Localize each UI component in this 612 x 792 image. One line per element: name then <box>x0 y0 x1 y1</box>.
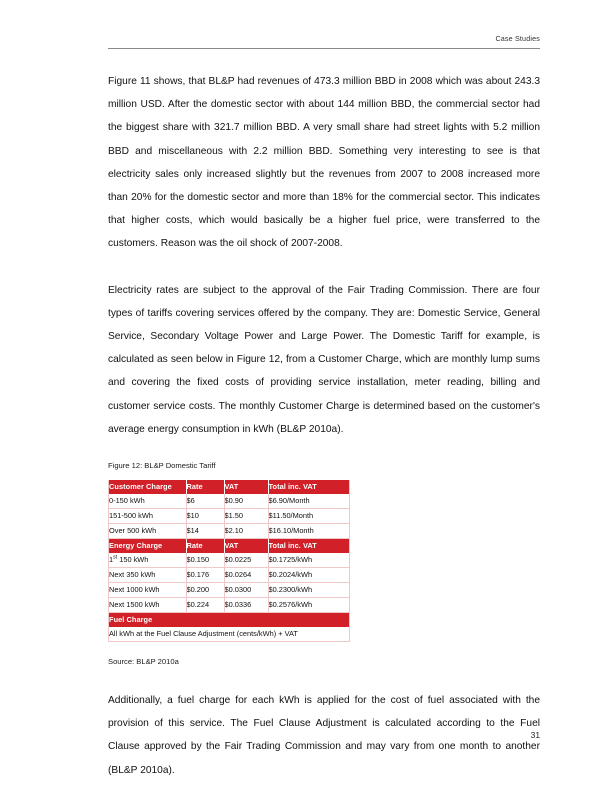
table-row <box>109 568 349 583</box>
cell-band: 0-150 kWh <box>109 494 186 509</box>
paragraph-fuel-charge: Additionally, a fuel charge for each kWh is applied for the cost of fuel associated with the provision of this service. The Fuel Clause Adjustment is calculated according to the Fuel Clause approved by the Fair Trading Commission and may vary from one month to another (BL&P 2010a). <box>108 695 540 776</box>
table-row <box>109 598 349 613</box>
cell-vat: $0.0264 <box>224 568 268 583</box>
cell-rate: $0.176 <box>186 568 224 583</box>
cell-band: Next 350 kWh <box>109 568 186 583</box>
cell-band: Over 500 kWh <box>109 524 186 539</box>
table-header-energy-charge <box>109 539 349 554</box>
cell-total: $0.2300/kWh <box>268 583 349 598</box>
header-cell-rate: Rate <box>186 480 224 494</box>
cell-band: 151-500 kWh <box>109 509 186 524</box>
cell-total: $0.1725/kWh <box>268 553 349 568</box>
cell-total: $0.2576/kWh <box>268 598 349 613</box>
table-row <box>109 494 349 509</box>
cell-vat: $0.0225 <box>224 553 268 568</box>
domestic-tariff-table <box>109 480 349 642</box>
header-divider <box>108 48 540 49</box>
domestic-tariff-figure <box>108 480 348 647</box>
cell-rate: $6 <box>186 494 224 509</box>
cell-total: $6.90/Month <box>268 494 349 509</box>
cell-total: $11.50/Month <box>268 509 349 524</box>
page-number: 31 <box>530 730 540 740</box>
table-row <box>109 583 349 598</box>
cell-band-number: 1 <box>109 555 114 565</box>
cell-band: Next 1500 kWh <box>109 598 186 613</box>
header-cell-total-inc-vat: Total inc. VAT <box>268 480 349 494</box>
header-cell-total-inc-vat: Total inc. VAT <box>268 539 349 554</box>
cell-total: $0.2024/kWh <box>268 568 349 583</box>
cell-band <box>109 553 186 568</box>
cell-rate: $0.150 <box>186 553 224 568</box>
figure-caption: Figure 12: BL&P Domestic Tariff <box>108 461 216 471</box>
header-cell-customer-charge: Customer Charge <box>109 480 186 494</box>
cell-band-ordinal: st <box>113 554 118 561</box>
cell-vat: $2.10 <box>224 524 268 539</box>
header-cell-rate: Rate <box>186 539 224 554</box>
header-cell-vat: VAT <box>224 539 268 554</box>
cell-vat: $0.0336 <box>224 598 268 613</box>
header-cell-fuel-charge: Fuel Charge <box>109 613 349 628</box>
paragraph-revenues: Figure 11 shows, that BL&P had revenues of 473.3 million BBD in 2008 which was about 243.3 million USD. After the domestic sector with about 144 million BBD, the commercial sector had the biggest share with 321.7 million BBD. A very small share had street lights with 5.2 million BBD and miscellaneous with 2.2 million BBD. Something very interesting to see is that electricity sales only increased slightly but the revenues from 2007 to 2008 increased more than 20% for the domestic sector and more than 18% for the commercial sector. This indicates that higher costs, which would basically be a higher fuel price, were transferred to the customers. Reason was the oil shock of 2007-2008. <box>108 76 540 250</box>
table-row <box>109 553 349 568</box>
table-row <box>109 627 349 642</box>
cell-total: $16.10/Month <box>268 524 349 539</box>
cell-rate: $14 <box>186 524 224 539</box>
table-row <box>109 524 349 539</box>
running-header <box>108 34 540 49</box>
cell-rate: $0.200 <box>186 583 224 598</box>
cell-rate: $0.224 <box>186 598 224 613</box>
table-row <box>109 509 349 524</box>
cell-vat: $0.90 <box>224 494 268 509</box>
figure-source: Source: BL&P 2010a <box>108 657 179 667</box>
cell-fuel-clause-note: All kWh at the Fuel Clause Adjustment (cents/kWh) + VAT <box>109 627 349 642</box>
cell-vat: $1.50 <box>224 509 268 524</box>
running-header-label: Case Studies <box>495 34 540 43</box>
cell-rate: $10 <box>186 509 224 524</box>
cell-vat: $0.0300 <box>224 583 268 598</box>
cell-band: Next 1000 kWh <box>109 583 186 598</box>
table-header-customer-charge <box>109 480 349 494</box>
header-cell-energy-charge: Energy Charge <box>109 539 186 554</box>
table-header-fuel-charge <box>109 613 349 628</box>
cell-band-rest: 150 kWh <box>117 555 149 565</box>
paragraph-tariffs: Electricity rates are subject to the approval of the Fair Trading Commission. There are four types of tariffs covering services offered by the company. They are: Domestic Service, General Service, Secondary Voltage Power and Large Power. The Domestic Tariff for example, is calculated as seen below in Figure 12, from a Customer Charge, which are monthly lump sums and covering the fixed costs of providing service installation, meter reading, billing and customer service costs. The monthly Customer Charge is determined based on the customer's average energy consumption in kWh (BL&P 2010a). <box>108 284 540 435</box>
page-content <box>108 70 540 792</box>
header-cell-vat: VAT <box>224 480 268 494</box>
